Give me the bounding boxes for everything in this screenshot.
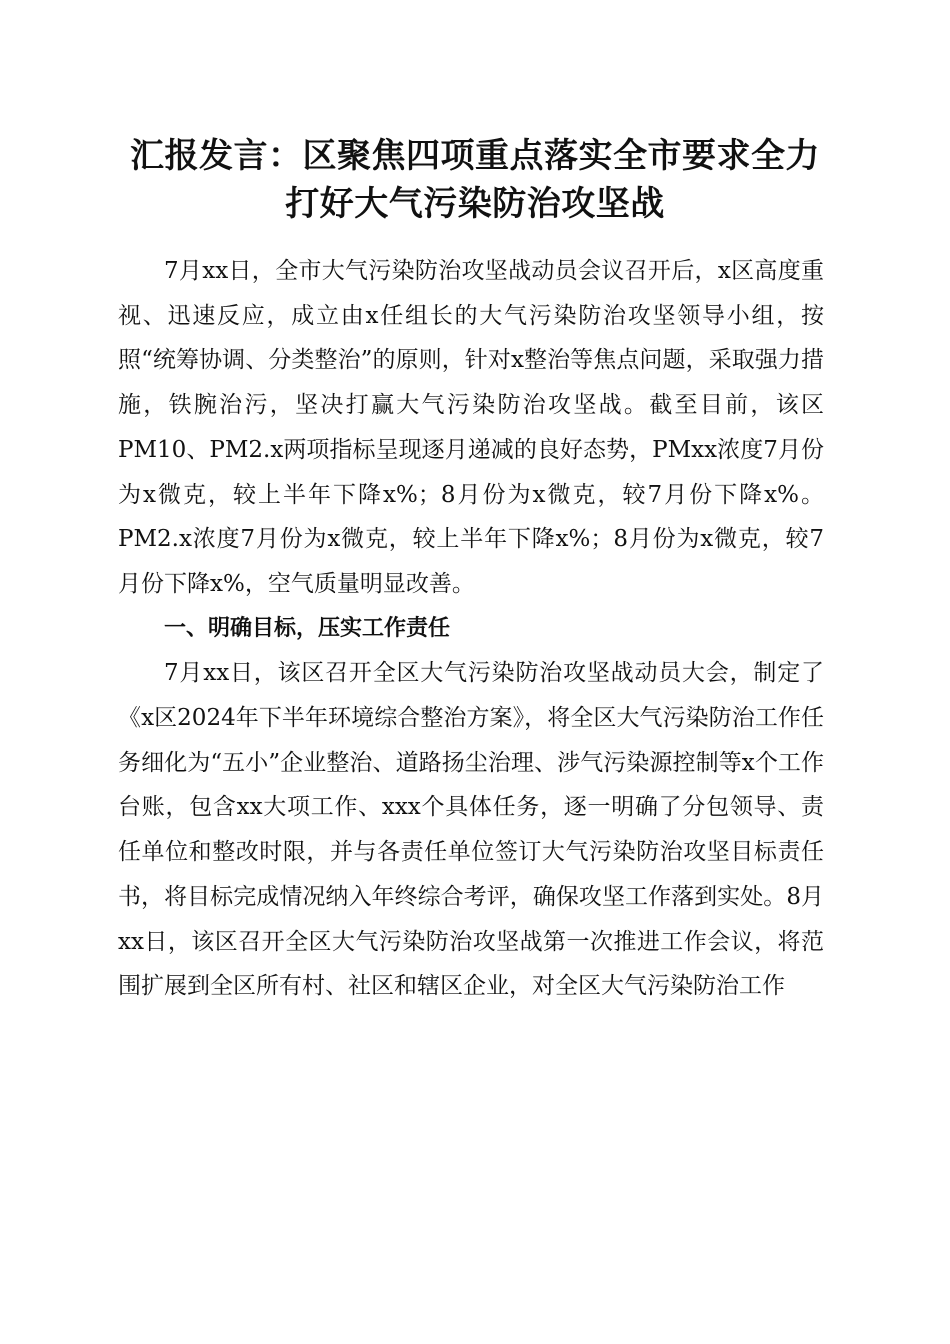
document-title [110,132,840,228]
document-body [118,249,824,1009]
section-heading-1: 一、明确目标，压实工作责任 [164,615,451,641]
title-line-1: 汇报发言：区聚焦四项重点落实全市要求全力 [130,136,820,176]
section-1-paragraph: 7月xx日，该区召开全区大气污染防治攻坚战动员大会，制定了《x区2024年下半年环境综合整治方案》，将全区大气污染防治工作任务细化为“五小”企业整治、道路扬尘治理、涉气污染源控制等x个工作台账，包含xx大项工作、xxx个具体任务，逐一明确了分包领导、责任单位和整改时限，并与各责任单位签订大气污染防治攻坚目标责任书，将目标完成情况纳入年终综合考评，确保攻坚工作落到实处。8月xx日，该区召开全区大气污染防治攻坚战第一次推进工作会议，将范围扩展到全区所有村、社区和辖区企业，对全区大气污染防治工作 [118,660,824,1000]
intro-paragraph: 7月xx日，全市大气污染防治攻坚战动员会议召开后，x区高度重视、迅速反应，成立由x任组长的大气污染防治攻坚领导小组，按照“统筹协调、分类整治”的原则，针对x整治等焦点问题，采取强力措施，铁腕治污，坚决打赢大气污染防治攻坚战。截至目前，该区PM10、PM2.x两项指标呈现逐月递减的良好态势，PMxx浓度7月份为x微克，较上半年下降x%；8月份为x微克，较7月份下降x%。PM2.x浓度7月份为x微克，较上半年下降x%；8月份为x微克，较7月份下降x%，空气质量明显改善。 [118,258,824,597]
title-line-2: 打好大气污染防治攻坚战 [285,184,665,224]
